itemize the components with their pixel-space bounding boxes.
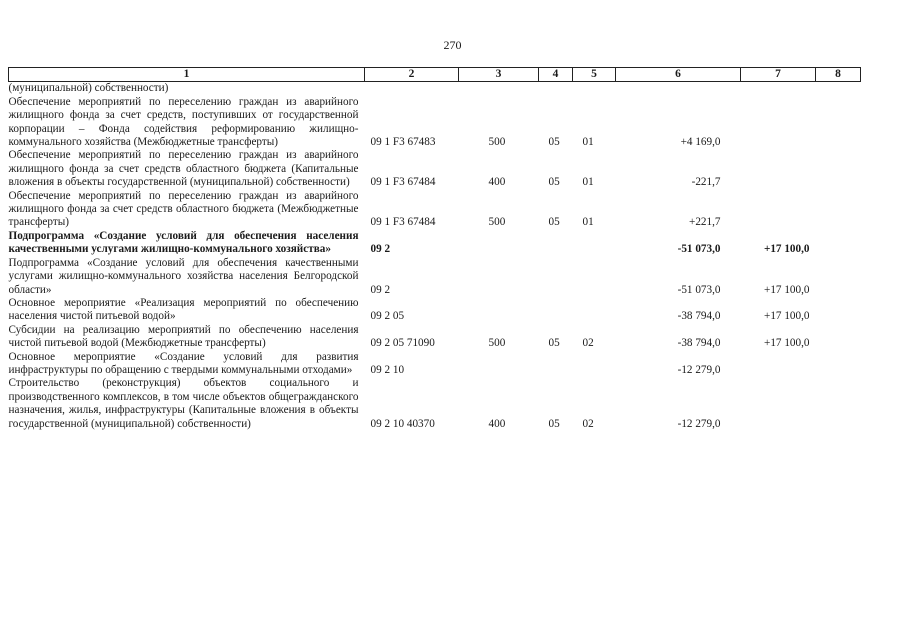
row-subsection-cell: 02 <box>582 417 594 430</box>
row-subsection-cell: 01 <box>582 216 594 229</box>
row-amount-cell: -51 073,0 <box>677 243 721 256</box>
row-subsection-cell: 01 <box>582 176 594 189</box>
row-name-cell: Подпрограмма «Создание условий для обеспечения населения качественными услугами жилищно-коммунального хозяйства» <box>8 229 359 256</box>
row-amount-3-cell <box>816 149 861 189</box>
row-section-cell <box>539 230 573 257</box>
row-subsection-cell <box>573 82 616 96</box>
row-amount-2-cell <box>741 351 816 378</box>
row-section-cell: 05 <box>548 337 560 350</box>
row-code-cell: 09 2 10 40370 <box>370 417 435 430</box>
row-amount-cell: +4 169,0 <box>680 136 721 149</box>
row-amount-3-cell <box>816 82 861 96</box>
row-subsection-cell <box>573 257 616 297</box>
row-name-cell: Субсидии на реализацию мероприятий по обеспечению населения чистой питьевой водой (Межбюджетные трансферты) <box>8 323 359 350</box>
row-amount-3-cell <box>816 377 861 431</box>
table-row <box>9 351 861 378</box>
row-amount-2-cell: +17 100,0 <box>763 243 810 256</box>
row-name-cell: Обеспечение мероприятий по переселению граждан из аварийного жилищного фонда за счет средств областного бюджета (Капитальные вложения в объекты государственной (муниципальной) собственности) <box>8 149 359 189</box>
budget-table <box>8 67 861 431</box>
row-amount-cell <box>616 82 741 96</box>
row-amount-2-cell: +17 100,0 <box>764 337 810 350</box>
row-type-cell: 400 <box>488 417 506 430</box>
row-amount-cell: -38 794,0 <box>677 337 721 350</box>
row-code-cell: 09 2 05 <box>370 310 405 323</box>
row-amount-2-cell <box>741 96 816 150</box>
row-amount-3-cell <box>816 190 861 230</box>
row-code-cell <box>365 82 459 96</box>
row-section-cell <box>539 82 573 96</box>
table-row <box>9 324 861 351</box>
table-row <box>9 149 861 189</box>
row-type-cell <box>459 257 539 297</box>
table-header-row <box>9 68 861 82</box>
table-row <box>9 230 861 257</box>
row-amount-3-cell <box>816 96 861 150</box>
row-amount-3-cell <box>816 230 861 257</box>
row-amount-cell: -38 794,0 <box>677 310 721 323</box>
row-amount-cell: -221,7 <box>691 176 721 189</box>
table-row <box>9 190 861 230</box>
row-section-cell <box>539 351 573 378</box>
column-header: 4 <box>539 68 573 82</box>
row-section-cell: 05 <box>548 136 560 149</box>
table-row <box>9 257 861 297</box>
row-section-cell: 05 <box>548 176 560 189</box>
column-header: 6 <box>616 68 741 82</box>
row-name-cell: (муниципальной) собственности) <box>8 82 169 95</box>
row-name-cell: Обеспечение мероприятий по переселению граждан из аварийного жилищного фонда за счет средств областного бюджета (Межбюджетные трансферты) <box>8 189 359 229</box>
row-amount-2-cell <box>741 82 816 96</box>
row-type-cell <box>459 351 539 378</box>
row-type-cell <box>459 297 539 324</box>
row-code-cell: 09 1 F3 67484 <box>370 216 436 229</box>
row-subsection-cell: 01 <box>582 136 594 149</box>
row-code-cell: 09 2 10 <box>370 363 405 376</box>
row-amount-3-cell <box>816 351 861 378</box>
row-amount-cell: -12 279,0 <box>677 417 721 430</box>
row-amount-cell: -12 279,0 <box>677 363 721 376</box>
table-row <box>9 297 861 324</box>
row-section-cell <box>539 257 573 297</box>
row-amount-cell: -51 073,0 <box>677 283 721 296</box>
row-amount-3-cell <box>816 257 861 297</box>
row-section-cell: 05 <box>548 216 560 229</box>
column-header: 7 <box>741 68 816 82</box>
row-amount-3-cell <box>816 297 861 324</box>
row-amount-cell: +221,7 <box>689 216 721 229</box>
column-header: 3 <box>459 68 539 82</box>
row-amount-3-cell <box>816 324 861 351</box>
row-amount-2-cell: +17 100,0 <box>764 310 810 323</box>
row-subsection-cell <box>573 351 616 378</box>
row-code-cell: 09 2 <box>370 243 391 256</box>
row-name-cell: Строительство (реконструкция) объектов социального и производственного комплексов, в том числе объектов общегражданского назначения, жилья, инфраструктуры (Капитальные вложения в объекты государственной (муниципальной) собственности) <box>8 377 359 430</box>
row-code-cell: 09 2 <box>370 283 391 296</box>
row-code-cell: 09 1 F3 67484 <box>370 176 436 189</box>
row-type-cell <box>459 230 539 257</box>
table-row <box>9 96 861 150</box>
row-subsection-cell <box>573 230 616 257</box>
column-header: 2 <box>365 68 459 82</box>
row-type-cell: 500 <box>488 136 506 149</box>
row-section-cell <box>539 297 573 324</box>
row-code-cell: 09 1 F3 67483 <box>370 136 436 149</box>
page-number: 270 <box>443 38 462 52</box>
row-type-cell: 500 <box>488 216 506 229</box>
row-type-cell <box>459 82 539 96</box>
row-amount-2-cell: +17 100,0 <box>764 283 810 296</box>
row-name-cell: Подпрограмма «Создание условий для обеспечения качественными услугами жилищно-коммунального хозяйства населения Белгородской области» <box>8 256 359 296</box>
row-amount-2-cell <box>741 377 816 431</box>
table-row <box>9 377 861 431</box>
row-amount-2-cell <box>741 149 816 189</box>
table-row <box>9 82 861 96</box>
row-name-cell: Основное мероприятие «Создание условий для развития инфраструктуры по обращению с твердыми коммунальными отходами» <box>8 350 359 376</box>
column-header: 1 <box>9 68 365 82</box>
column-header: 8 <box>816 68 861 82</box>
row-type-cell: 400 <box>488 176 506 189</box>
column-header: 5 <box>573 68 616 82</box>
row-subsection-cell: 02 <box>582 337 594 350</box>
row-code-cell: 09 2 05 71090 <box>370 337 435 350</box>
row-name-cell: Основное мероприятие «Реализация мероприятий по обеспечению населения чистой питьевой водой» <box>8 296 359 323</box>
row-section-cell: 05 <box>548 417 560 430</box>
row-type-cell: 500 <box>488 337 506 350</box>
row-subsection-cell <box>573 297 616 324</box>
row-amount-2-cell <box>741 190 816 230</box>
row-name-cell: Обеспечение мероприятий по переселению граждан из аварийного жилищного фонда за счет средств, поступивших от государственной корпорации – Фонда содействия реформированию жилищно-коммунального хозяйства (Межбюджетные трансферты) <box>8 95 359 149</box>
